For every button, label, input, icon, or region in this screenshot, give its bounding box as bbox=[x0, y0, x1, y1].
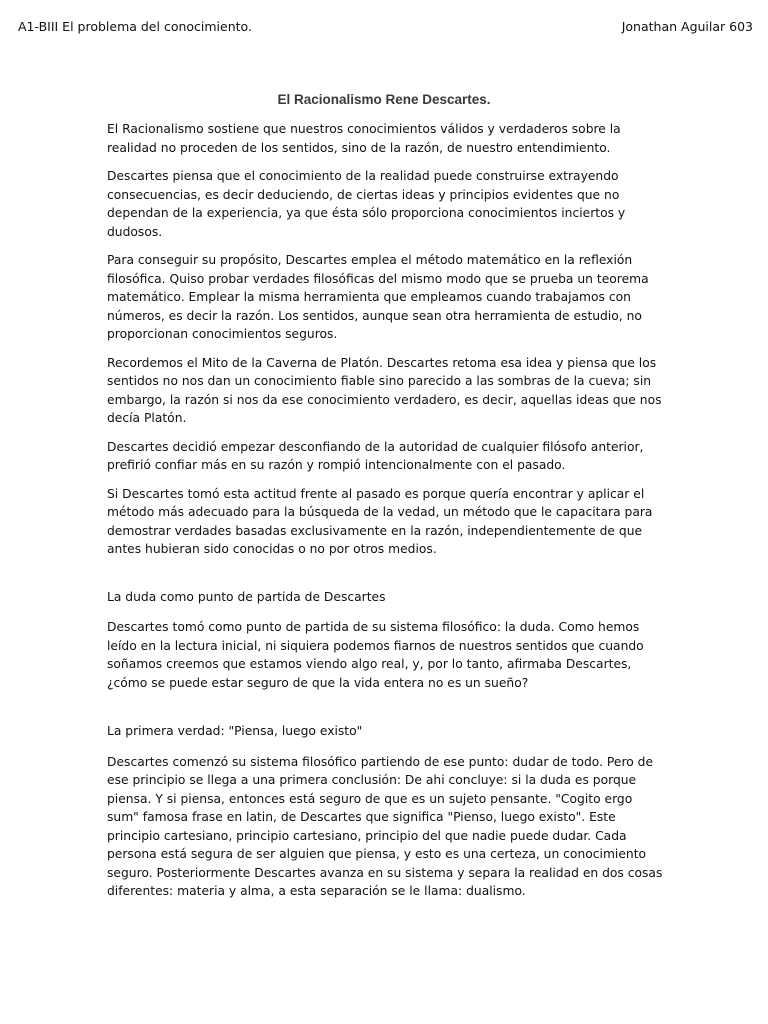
page-header bbox=[18, 18, 753, 38]
document-body bbox=[107, 120, 667, 911]
section-heading-doubt: La duda como punto de partida de Descartes bbox=[107, 589, 386, 604]
paragraph: Descartes decidió empezar desconfiando de la autoridad de cualquier filósofo anterior, prefirió confiar más en su razón y rompió intencionalmente con el pasado. bbox=[107, 439, 644, 472]
document-title: El Racionalismo Rene Descartes. bbox=[277, 92, 491, 107]
paragraph: Descartes piensa que el conocimiento de la realidad puede construirse extrayendo consecuencias, es decir deduciendo, de ciertas ideas y principios evidentes que no dependan de la experiencia, ya que ésta sólo proporciona conocimientos inciertos y dudosos. bbox=[107, 169, 626, 239]
paragraph: Si Descartes tomó esta actitud frente al pasado es porque quería encontrar y aplicar el método más adecuado para la búsqueda de la vedad, un método que le capacitara para demostrar verdades basadas exclusivamente en la razón, independientemente de que antes hubieran sido conocidas o no por otros medios. bbox=[107, 486, 653, 556]
section-heading-first-truth: La primera verdad: "Piensa, luego existo" bbox=[107, 724, 363, 738]
header-author-label: Jonathan Aguilar 603 bbox=[621, 19, 753, 34]
paragraph: Recordemos el Mito de la Caverna de Platón. Descartes retoma esa idea y piensa que los sentidos no nos dan un conocimiento fiable sino parecido a las sombras de la cueva; sin embargo, la razón si nos da ese conocimiento verdadero, es decir, aquellas ideas que nos decía Platón. bbox=[107, 355, 662, 425]
header-course-label: A1-BIII El problema del conocimiento. bbox=[18, 19, 252, 34]
paragraph: El Racionalismo sostiene que nuestros conocimientos válidos y verdaderos sobre la realidad no proceden de los sentidos, sino de la razón, de nuestro entendimiento. bbox=[107, 122, 621, 155]
paragraph: Descartes comenzó su sistema filosófico partiendo de ese punto: dudar de todo. Pero de ese principio se llega a una primera conclusión: De ahi concluye: si la duda es porque piensa. Y si piensa, entonces está seguro de que es un sujeto pensante. "Cogito ergo sum" famosa frase en latin, de Descartes que significa "Pienso, luego existo". Este principio cartesiano, principio cartesiano, principio del que nadie puede dudar. Cada persona está segura de ser alguien que piensa, y esto es una certeza, un conocimiento seguro. Posteriormente Descartes avanza en su sistema y separa la realidad en dos cosas diferentes: materia y alma, a esta separación se le llama: dualismo. bbox=[107, 754, 663, 898]
paragraph: Descartes tomó como punto de partida de su sistema filosófico: la duda. Como hemos leído en la lectura inicial, ni siquiera podemos fiarnos de nuestros sentidos que cuando soñamos creemos que estamos viendo algo real, y, por lo tanto, afirmaba Descartes, ¿cómo se puede estar seguro de que la vida entera no es un sueño? bbox=[107, 620, 644, 690]
paragraph: Para conseguir su propósito, Descartes emplea el método matemático en la reflexión filosófica. Quiso probar verdades filosóficas del mismo modo que se prueba un teorema matemático. Emplear la misma herramienta que empleamos cuando trabajamos con números, es decir la razón. Los sentidos, aunque sean otra herramienta de estudio, no proporcionan conocimientos seguros. bbox=[107, 253, 649, 341]
